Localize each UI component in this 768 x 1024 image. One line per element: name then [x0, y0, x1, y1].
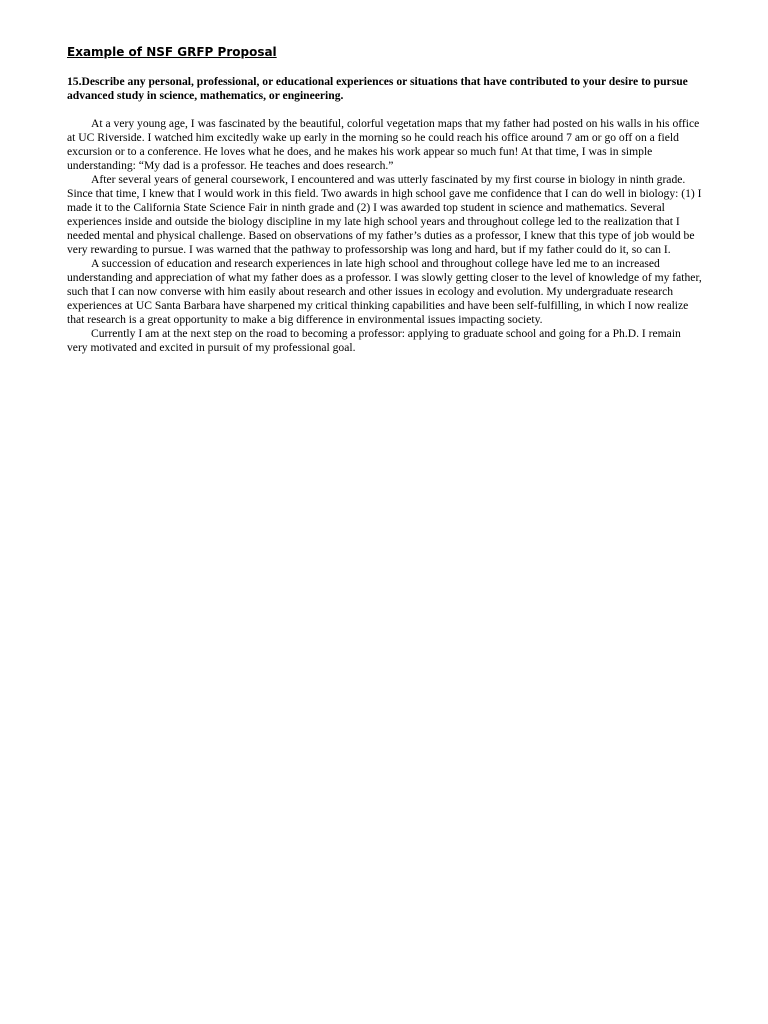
essay-prompt: 15.Describe any personal, professional, or educational experiences or situations that have contributed to your desire to pursue advanced study in science, mathematics, or engineering. [67, 75, 688, 102]
essay-body [67, 117, 703, 355]
document-page [67, 44, 703, 355]
essay-paragraph-3: A succession of education and research experiences in late high school and throughout college have led me to an increased understanding and appreciation of what my father does as a professor. I was slowly getting closer to the level of knowledge of my father, such that I can now converse with him easily about research and other issues in ecology and evolution. My undergraduate research experiences at UC Santa Barbara have sharpened my critical thinking capabilities and have been self-fulfilling, in which I now realize that research is a great opportunity to make a big difference in environmental issues impacting society. [67, 257, 702, 326]
document-title: Example of NSF GRFP Proposal [67, 45, 277, 59]
essay-paragraph-2: After several years of general coursework, I encountered and was utterly fascinated by my first course in biology in ninth grade. Since that time, I knew that I would work in this field. Two awards in high school gave me confidence that I can do well in biology: (1) I made it to the California State Science Fair in ninth grade and (2) I was awarded top student in science and mathematics. Several experiences inside and outside the biology discipline in my late high school years and throughout college led to the realization that I needed mental and physical challenge. Based on observations of my father’s duties as a professor, I knew that this type of job would be very rewarding to pursue. I was warned that the pathway to professorship was long and hard, but if my father could do it, so can I. [67, 173, 702, 256]
essay-paragraph-4: Currently I am at the next step on the road to becoming a professor: applying to graduate school and going for a Ph.D. I remain very motivated and excited in pursuit of my professional goal. [67, 327, 681, 354]
essay-paragraph-1: At a very young age, I was fascinated by the beautiful, colorful vegetation maps that my father had posted on his walls in his office at UC Riverside. I watched him excitedly wake up early in the morning so he could reach his office around 7 am or go off on a field excursion or to a conference. He loves what he does, and he makes his work appear so much fun! At that time, I was in simple understanding: “My dad is a professor. He teaches and does research.” [67, 117, 700, 172]
